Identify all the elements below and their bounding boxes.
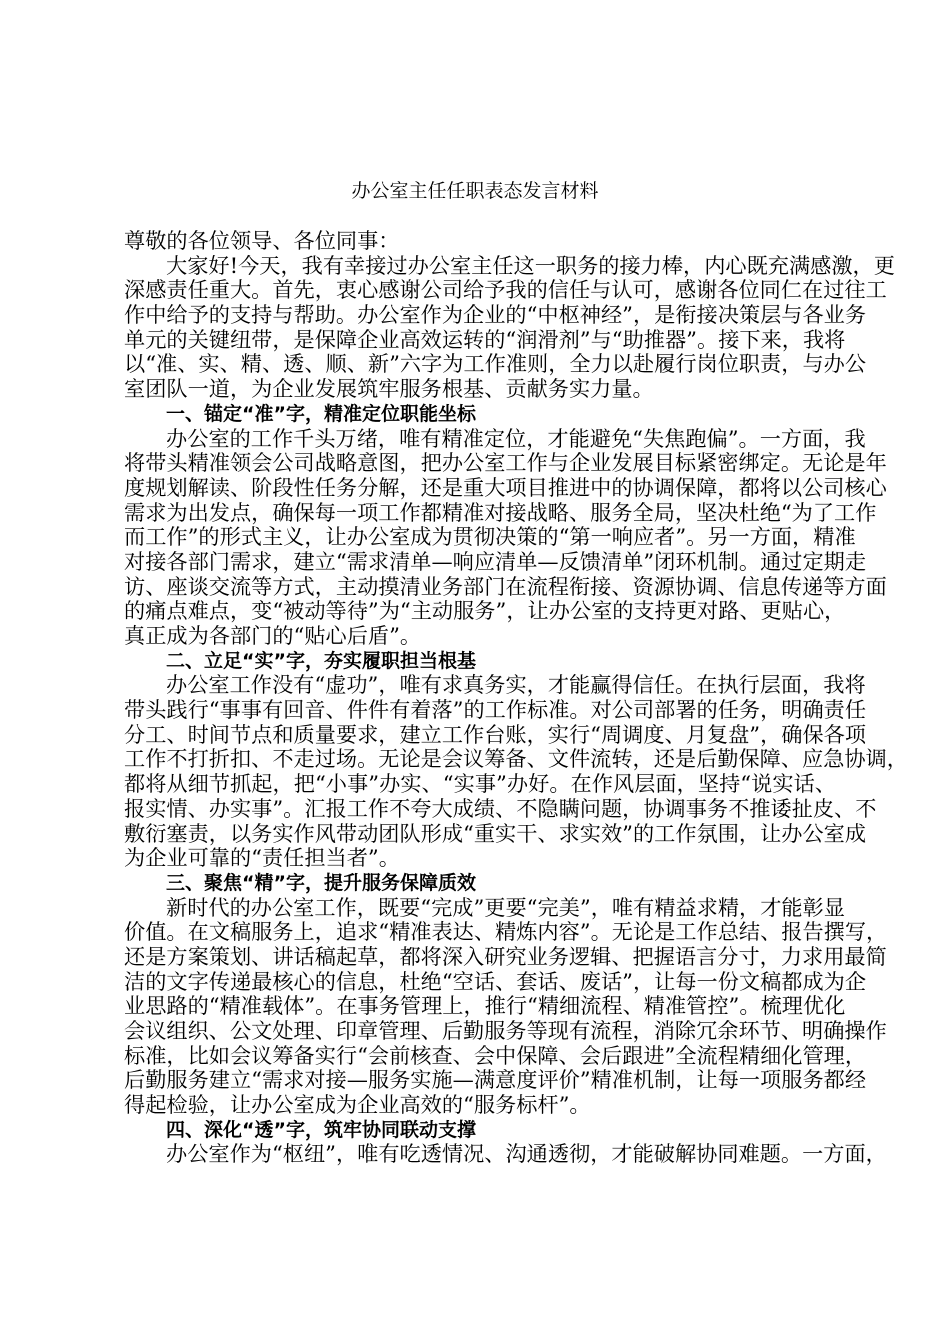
paragraph-line: 的痛点难点，变“被动等待”为“主动服务”，让办公室的支持更对路、更贴心， [124, 598, 846, 624]
paragraph-line: 作中给予的支持与帮助。办公室作为企业的“中枢神经”，是衔接决策层与各业务 [124, 302, 867, 328]
paragraph-line: 报实情、办实事”。汇报工作不夸大成绩、不隐瞒问题，协调事务不推诿扯皮、不 [124, 795, 877, 821]
section-heading: 一、锚定“准”字，精准定位职能坐标 [166, 402, 476, 425]
document-body [124, 228, 908, 1167]
paragraph-line: 访、座谈交流等方式，主动摸清业务部门在流程衔接、资源协调、信息传递等方面 [124, 573, 887, 599]
paragraph-line: 而工作”的形式主义，让办公室成为贯彻决策的“第一响应者”。另一方面，精准 [124, 524, 856, 550]
paragraph-line: 敷衍塞责，以务实作风带动团队形成“重实干、求实效”的工作氛围，让办公室成 [124, 820, 867, 846]
paragraph-line: 业思路的“精准载体”。在事务管理上，推行“精细流程、精准管控”。梳理优化 [124, 993, 846, 1019]
body-lines [124, 252, 908, 1167]
paragraph-line: 对接各部门需求，建立“需求清单—响应清单—反馈清单”闭环机制。通过定期走 [124, 548, 867, 574]
section-heading: 四、深化“透”字，筑牢协同联动支撑 [166, 1118, 476, 1141]
section-heading: 三、聚焦“精”字，提升服务保障质效 [166, 871, 476, 894]
paragraph-line: 新时代的办公室工作，既要“完成”更要“完美”，唯有精益求精，才能彰显 [166, 894, 845, 920]
document-title: 办公室主任任职表态发言材料 [351, 180, 599, 202]
section-heading: 二、立足“实”字，夯实履职担当根基 [166, 649, 476, 672]
paragraph-line: 都将从细节抓起，把“小事”办实、“实事”办好。在作风层面，坚持“说实话、 [124, 771, 836, 797]
paragraph-line: 还是方案策划、讲话稿起草，都将深入研究业务逻辑、把握语言分寸，力求用最简 [124, 943, 887, 969]
paragraph-line: 办公室作为“枢纽”，唯有吃透情况、沟通透彻，才能破解协同难题。一方面， [166, 1141, 887, 1167]
paragraph-line: 标准，比如会议筹备实行“会前核查、会中保障、会后跟进”全流程精细化管理， [124, 1042, 867, 1068]
paragraph-line: 办公室的工作千头万绪，唯有精准定位，才能避免“失焦跑偏”。一方面，我 [166, 425, 866, 451]
paragraph-line: 单元的关键纽带，是保障企业高效运转的“润滑剂”与“助推器”。接下来，我将 [124, 326, 846, 352]
paragraph-line: 分工、时间节点和质量要求，建立工作台账，实行“周调度、月复盘”，确保各项 [124, 721, 867, 747]
paragraph-line: 洁的文字传递最核心的信息，杜绝“空话、套话、废话”，让每一份文稿都成为企 [124, 968, 867, 994]
paragraph-line: 大家好!今天，我有幸接过办公室主任这一职务的接力棒，内心既充满感激，更 [166, 252, 895, 278]
paragraph-line: 室团队一道，为企业发展筑牢服务根基、贡献务实力量。 [124, 376, 654, 402]
paragraph-line: 价值。在文稿服务上，追求“精准表达、精炼内容”。无论是工作总结、报告撰写， [124, 919, 888, 945]
paragraph-line: 真正成为各部门的“贴心后盾”。 [124, 623, 422, 648]
paragraph-line: 将带头精准领会公司战略意图，把办公室工作与企业发展目标紧密绑定。无论是年 [124, 450, 887, 476]
paragraph-line: 工作不打折扣、不走过场。无论是会议筹备、文件流转，还是后勤保障、应急协调， [124, 746, 908, 772]
salutation: 尊敬的各位领导、各位同事： [124, 228, 400, 253]
paragraph-line: 为企业可靠的“责任担当者”。 [124, 845, 400, 871]
paragraph-line: 后勤服务建立“需求对接—服务实施—满意度评价”精准机制，让每一项服务都经 [124, 1067, 867, 1093]
paragraph-line: 带头践行“事事有回音、件件有着落”的工作标准。对公司部署的任务，明确责任 [124, 697, 867, 723]
paragraph-line: 深感责任重大。首先，衷心感谢公司给予我的信任与认可，感谢各位同仁在过往工 [124, 277, 887, 303]
paragraph-line: 办公室工作没有“虚功”，唯有求真务实，才能赢得信任。在执行层面，我将 [166, 672, 866, 698]
paragraph-line: 度规划解读、阶段性任务分解，还是重大项目推进中的协调保障，都将以公司核心 [124, 474, 887, 500]
paragraph-line: 会议组织、公文处理、印章管理、后勤服务等现有流程，消除冗余环节、明确操作 [124, 1018, 887, 1043]
paragraph-line: 需求为出发点，确保每一项工作都精准对接战略、服务全局，坚决杜绝“为了工作 [124, 499, 877, 525]
paragraph-line: 得起检验，让办公室成为企业高效的“服务标杆”。 [124, 1092, 591, 1118]
paragraph-line: 以“准、实、精、透、顺、新”六字为工作准则，全力以赴履行岗位职责，与办公 [124, 351, 867, 377]
